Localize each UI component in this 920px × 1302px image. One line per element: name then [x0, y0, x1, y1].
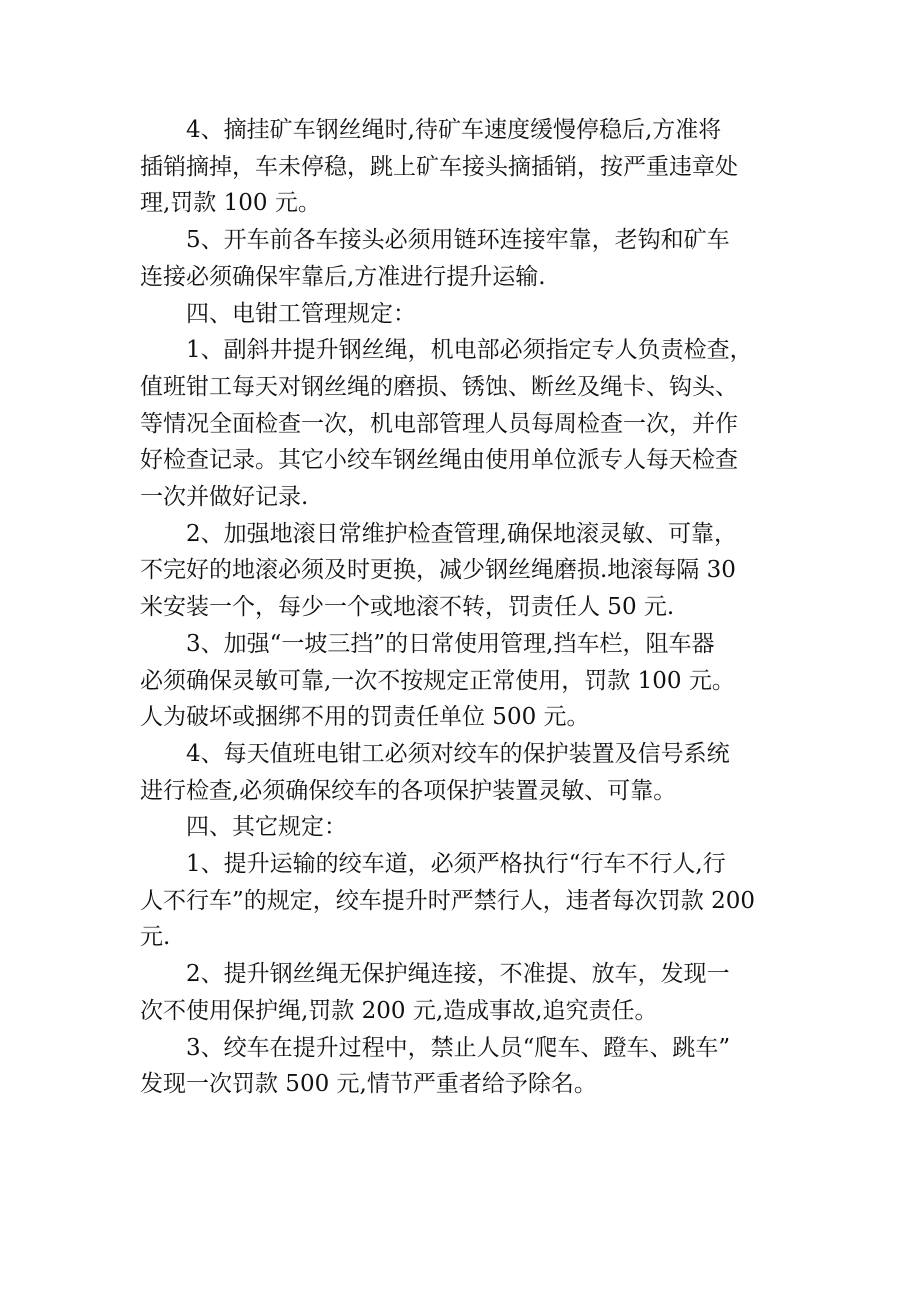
text-line: 5、开车前各车接头必须用链环连接牢靠，老钩和矿车	[186, 227, 730, 254]
paragraph-4-winch-protection	[140, 736, 788, 809]
text-line: 发现一次罚款 500 元,情节严重者给予除名。	[140, 1071, 597, 1098]
text-line: 次不使用保护绳,罚款 200 元,造成事故,追究责任。	[140, 997, 658, 1024]
text-line: 4、每天值班电钳工必须对绞车的保护装置及信号系统	[186, 740, 730, 767]
text-line: 不完好的地滚必须及时更换，减少钢丝绳磨损.地滚每隔 30	[140, 557, 736, 584]
text-line: 米安装一个，每少一个或地滚不转，罚责任人 50 元.	[140, 594, 675, 621]
text-line: 2、提升钢丝绳无保护绳连接，不准提、放车，发现一	[186, 961, 730, 988]
paragraph-1-no-pedestrians	[140, 846, 788, 956]
text-line: 四、其它规定：	[186, 814, 347, 841]
text-line: 理,罚款 100 元。	[140, 190, 321, 217]
text-line: 四、电钳工管理规定：	[186, 300, 416, 327]
text-line: 等情况全面检查一次，机电部管理人员每周检查一次，并作	[140, 410, 738, 437]
text-line: 3、加强“一坡三挡”的日常使用管理,挡车栏，阻车器	[186, 630, 715, 657]
paragraph-3-slope-barriers	[140, 626, 788, 736]
paragraph-1-wire-rope-inspection	[140, 332, 788, 516]
text-line: 好检查记录。其它小绞车钢丝绳由使用单位派专人每天检查	[140, 447, 738, 474]
section-heading-other-rules	[140, 809, 788, 846]
text-line: 人为破坏或捆绑不用的罚责任单位 500 元。	[140, 704, 590, 731]
text-line: 进行检查,必须确保绞车的各项保护装置灵敏、可靠。	[140, 777, 677, 804]
text-line: 4、摘挂矿车钢丝绳时,待矿车速度缓慢停稳后,方准将	[186, 117, 722, 143]
paragraph-3-no-riding	[140, 1030, 788, 1103]
text-line: 2、加强地滚日常维护检查管理,确保地滚灵敏、可靠，	[186, 520, 737, 547]
document-body	[140, 112, 788, 1103]
text-line: 3、绞车在提升过程中，禁止人员“爬车、蹬车、跳车”	[186, 1034, 731, 1061]
text-line: 一次并做好记录.	[140, 484, 309, 511]
text-line: 元.	[140, 924, 171, 951]
text-line: 值班钳工每天对钢丝绳的磨损、锈蚀、断丝及绳卡、钩头、	[140, 373, 738, 400]
text-line: 必须确保灵敏可靠,一次不按规定正常使用，罚款 100 元。	[140, 667, 735, 694]
section-heading-electrician-rules	[140, 296, 788, 333]
paragraph-5-connection-check	[140, 222, 788, 295]
paragraph-2-roller-maintenance	[140, 516, 788, 626]
paragraph-4-hook-release	[140, 112, 788, 222]
text-line: 人不行车”的规定，绞车提升时严禁行人，违者每次罚款 200	[140, 887, 755, 914]
text-line: 1、提升运输的绞车道，必须严格执行“行车不行人,行	[186, 851, 726, 878]
text-line: 插销摘掉，车未停稳，跳上矿车接头摘插销，按严重违章处	[140, 153, 738, 180]
text-line: 连接必须确保牢靠后,方准进行提升运输.	[140, 263, 546, 290]
text-line: 1、副斜井提升钢丝绳，机电部必须指定专人负责检查，	[186, 337, 753, 364]
paragraph-2-safety-rope	[140, 956, 788, 1029]
